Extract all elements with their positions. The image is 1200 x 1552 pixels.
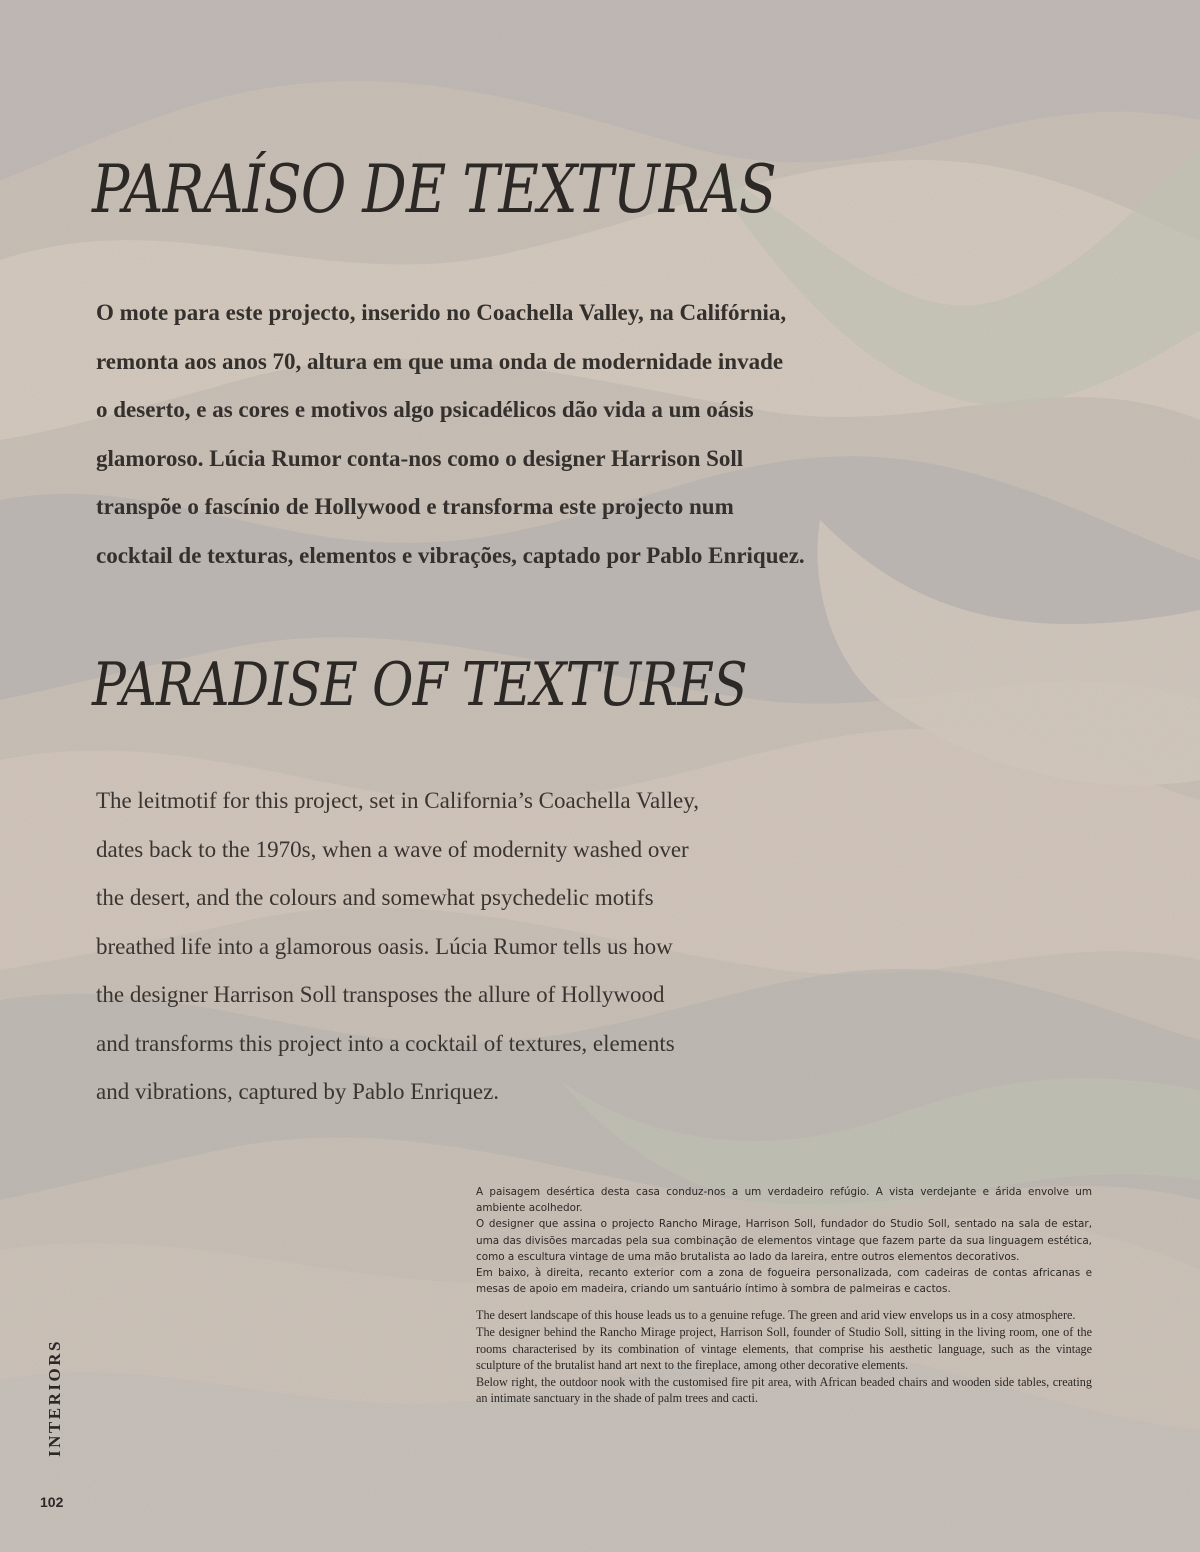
lede-english bbox=[96, 777, 699, 1117]
caption-paragraph: The designer behind the Rancho Mirage project, Harrison Soll, founder of Studio Soll, sitting in the living room, one of the rooms characterised by its combination of vintage elements, that comprise his aesthetic language, such as the vintage sculpture of the brutalist hand art next to the fireplace, among other decorative elements. bbox=[476, 1325, 1092, 1373]
lede-line: breathed life into a glamorous oasis. Lúcia Rumor tells us how bbox=[96, 933, 673, 959]
lede-line: and transforms this project into a cocktail of textures, elements bbox=[96, 1030, 675, 1056]
caption-paragraph: Em baixo, à direita, recanto exterior com a zona de fogueira personalizada, com cadeiras de contas africanas e mesas de apoio em madeira, criando um santuário íntimo à sombra de palmeiras e cactos. bbox=[476, 1267, 1092, 1296]
caption-paragraph: A paisagem desértica desta casa conduz-nos a um verdadeiro refúgio. A vista verdejante e árida envolve um ambiente acolhedor. bbox=[476, 1186, 1092, 1215]
caption-paragraph: O designer que assina o projecto Rancho Mirage, Harrison Soll, fundador do Studio Soll, sentado na sala de estar, uma das divisões marcadas pela sua combinação de elementos vintage que fazem parte da sua linguagem estética, como a escultura vintage de uma mão brutalista ao lado da lareira, entre outros elementos decorativos. bbox=[476, 1218, 1092, 1263]
caption-english bbox=[476, 1307, 1092, 1407]
lede-line: The leitmotif for this project, set in California’s Coachella Valley, bbox=[96, 788, 699, 813]
lede-line: cocktail de texturas, elementos e vibrações, captado por Pablo Enriquez. bbox=[96, 542, 805, 568]
caption-paragraph: Below right, the outdoor nook with the customised fire pit area, with African beaded chairs and wooden side tables, creating an intimate sanctuary in the shade of palm trees and cacti. bbox=[476, 1374, 1092, 1406]
article-title-portuguese: PARAÍSO DE TEXTURAS bbox=[92, 151, 776, 228]
lede-line: the desert, and the colours and somewhat psychedelic motifs bbox=[96, 885, 654, 910]
caption-paragraph: The desert landscape of this house leads us to a genuine refuge. The green and arid view envelops us in a cosy atmosphere. bbox=[476, 1308, 1076, 1323]
lede-line: and vibrations, captured by Pablo Enriquez. bbox=[96, 1079, 500, 1104]
lede-line: transpõe o fascínio de Hollywood e transforma este projecto num bbox=[96, 494, 734, 519]
lede-line: o deserto, e as cores e motivos algo psicadélicos dão vida a um oásis bbox=[96, 397, 754, 422]
lede-line: dates back to the 1970s, when a wave of modernity washed over bbox=[96, 836, 689, 862]
lede-line: remonta aos anos 70, altura em que uma onda de modernidade invade bbox=[96, 348, 784, 374]
lede-line: glamoroso. Lúcia Rumor conta-nos como o designer Harrison Soll bbox=[96, 445, 744, 471]
caption-portuguese bbox=[476, 1184, 1092, 1297]
section-label-text: INTERIORS bbox=[45, 1339, 64, 1457]
lede-line: the designer Harrison Soll transposes the allure of Hollywood bbox=[96, 982, 665, 1007]
lede-portuguese bbox=[96, 289, 805, 580]
lede-line: O mote para este projecto, inserido no Coachella Valley, na Califórnia, bbox=[96, 300, 787, 325]
article-title-english: PARADISE OF TEXTURES bbox=[92, 650, 747, 720]
page-number: 102 bbox=[40, 1494, 64, 1510]
photo-captions bbox=[476, 1184, 1092, 1407]
